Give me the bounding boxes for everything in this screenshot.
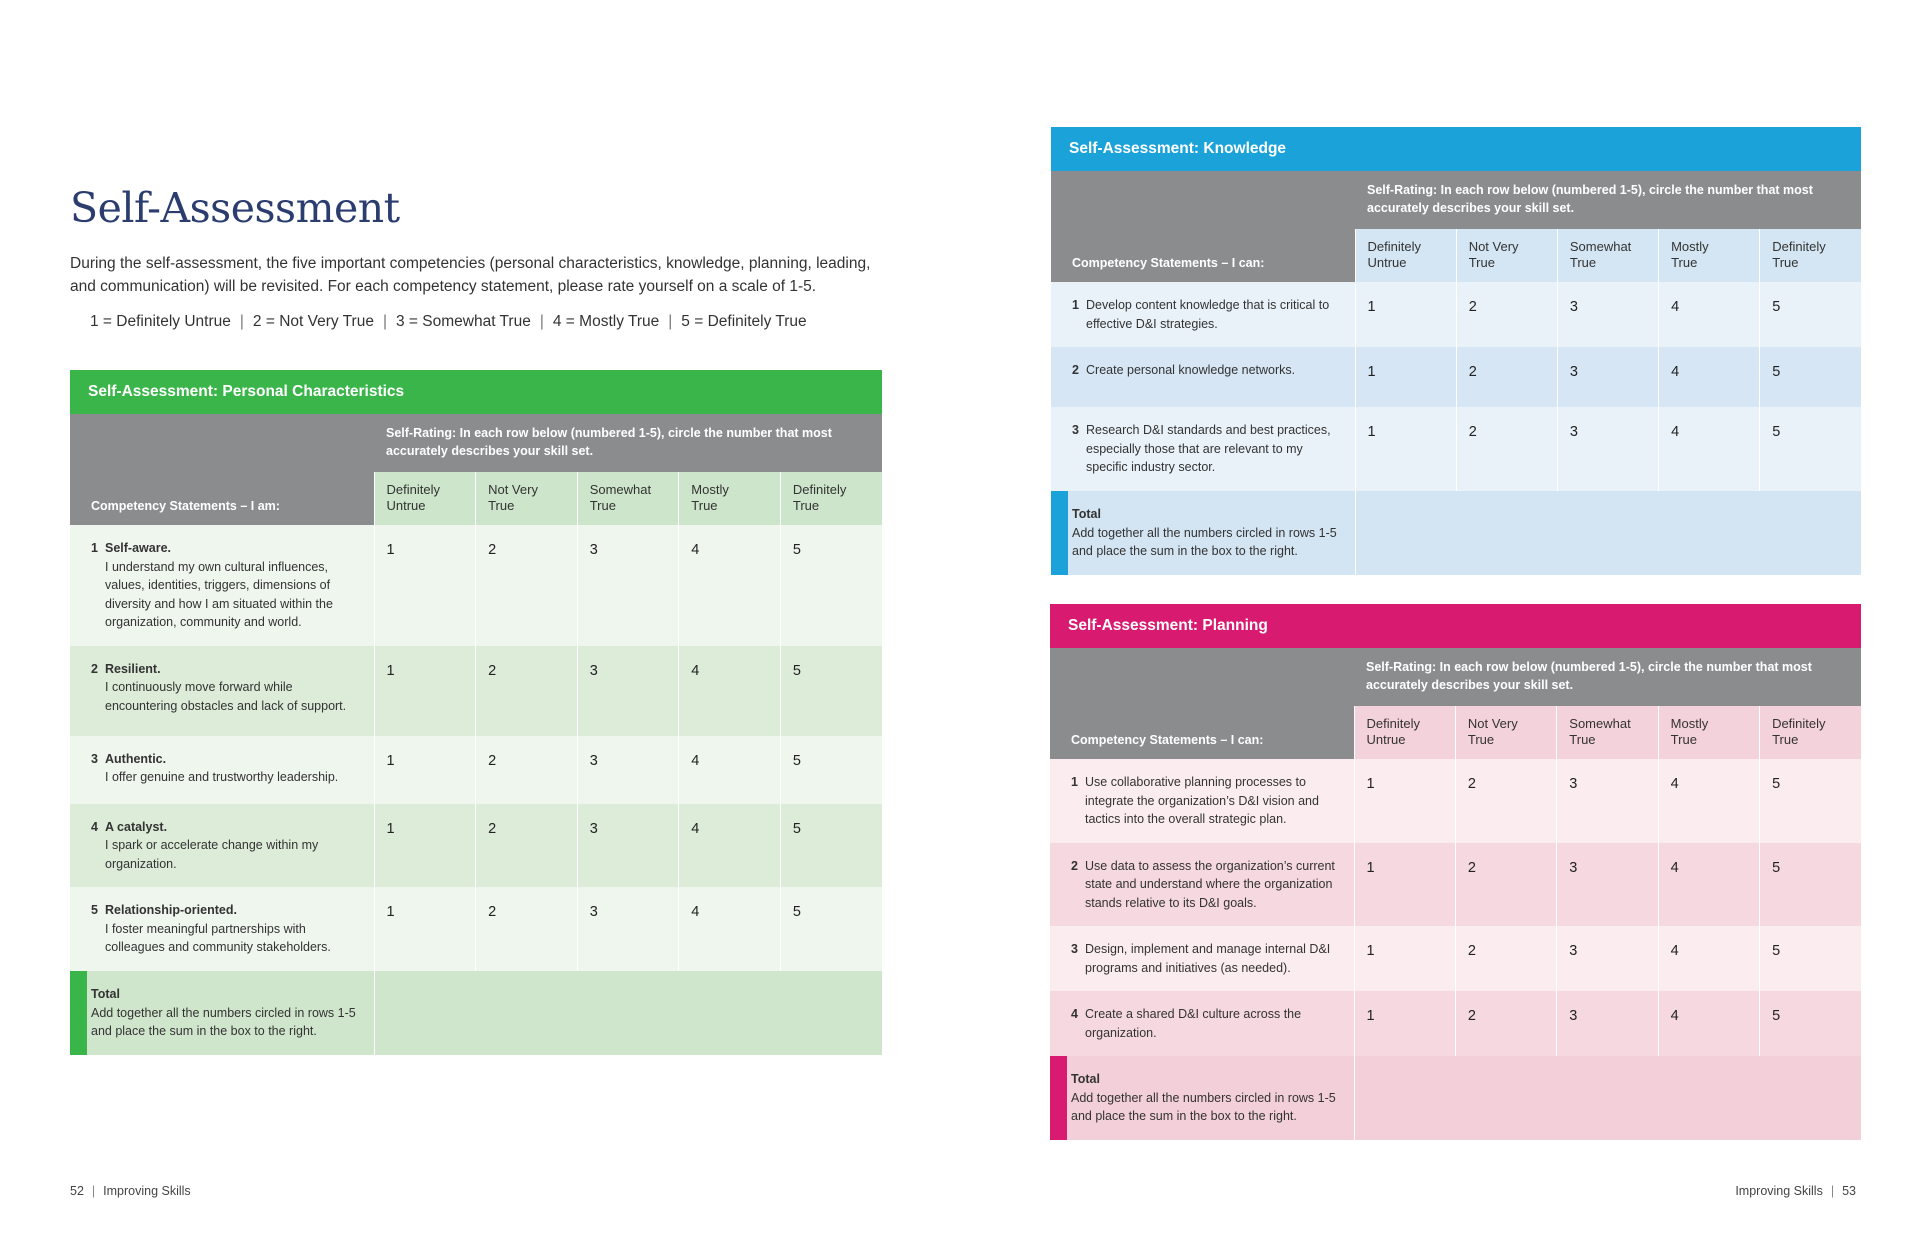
rating-label-line: True [1772, 732, 1799, 747]
statement-number: 3 [1071, 942, 1078, 956]
rating-label [476, 472, 578, 525]
statement-text: Create a shared D&I culture across the organization. [1085, 1007, 1302, 1040]
rating-label-line: True [1671, 255, 1698, 270]
rating-label-line: Definitely [1367, 239, 1421, 254]
rating-label [1658, 706, 1759, 759]
rating-option[interactable]: 3 [1557, 991, 1658, 1056]
rating-option[interactable]: 1 [1355, 407, 1456, 491]
rating-option[interactable]: 2 [1455, 926, 1556, 991]
statement-row [1051, 282, 1861, 347]
statement-row [1050, 991, 1861, 1056]
statement-text: Create personal knowledge networks. [1086, 363, 1296, 377]
personal-characteristics-table [70, 370, 882, 1055]
page-title: Self-Assessment [70, 184, 400, 232]
total-title: Total [91, 987, 120, 1001]
statement-number: 4 [91, 819, 98, 834]
competency-statement [1050, 926, 1354, 991]
rating-option[interactable]: 4 [1659, 407, 1760, 491]
rating-label-line: Mostly [691, 482, 729, 497]
header-row [1051, 171, 1861, 229]
rating-label [1355, 229, 1456, 282]
statement-number: 1 [91, 541, 98, 555]
self-rating-instructions: Self-Rating: In each row below (numbered 1-5), circle the number that most accurately describes your skill set. [1355, 171, 1861, 229]
rating-label-line: Definitely [1772, 716, 1826, 731]
rating-label-line: True [1670, 732, 1697, 747]
statement-text: Design, implement and manage internal D&I programs and initiatives (as needed). [1085, 942, 1331, 975]
statement-number: 2 [1072, 363, 1079, 377]
rating-label-line: True [792, 498, 820, 513]
rating-option[interactable]: 5 [780, 887, 882, 971]
statement-text: I spark or accelerate change within my organization. [105, 838, 319, 871]
rating-label-line: True [589, 498, 616, 513]
scale-divider: | [239, 313, 244, 330]
competency-statements-header: Competency Statements – I can: [1050, 648, 1354, 759]
rating-option[interactable]: 1 [1354, 991, 1455, 1056]
rating-label-line: Definitely [792, 482, 847, 497]
header-row [70, 414, 882, 472]
rating-label [1659, 229, 1760, 282]
statement-title: Relationship-oriented. [105, 903, 237, 917]
total-accent-bar [70, 971, 87, 1055]
assessment-grid [70, 414, 882, 1055]
scale-item: 1 = Definitely Untrue [90, 313, 231, 330]
rating-label-line: True [1468, 255, 1495, 270]
rating-option[interactable]: 5 [1760, 282, 1861, 347]
rating-option[interactable]: 1 [374, 887, 476, 971]
statement-title: Self-aware. [105, 541, 172, 555]
competency-statement [70, 736, 374, 804]
statement-row [70, 887, 882, 971]
competency-statement [1051, 282, 1355, 347]
statement-number: 4 [1071, 1007, 1078, 1021]
statement-text: Research D&I standards and best practices, especially those that are relevant to my specific industry sector. [1086, 423, 1331, 474]
rating-label-line: Mostly [1671, 239, 1709, 254]
rating-option[interactable]: 3 [1557, 282, 1658, 347]
rating-option[interactable]: 4 [1659, 282, 1760, 347]
statement-row [70, 736, 882, 804]
rating-option[interactable]: 1 [1354, 926, 1455, 991]
statement-row [1051, 407, 1861, 491]
statement-row [1050, 759, 1861, 843]
rating-option[interactable]: 2 [476, 887, 578, 971]
footer-right [1735, 1184, 1856, 1198]
rating-label [1557, 229, 1658, 282]
total-accent-bar [1051, 491, 1068, 575]
rating-option[interactable]: 2 [1455, 759, 1556, 843]
page-number: 53 [1842, 1184, 1856, 1198]
rating-option[interactable]: 4 [1658, 991, 1759, 1056]
scale-item: 3 = Somewhat True [396, 313, 531, 330]
statement-title: Authentic. [105, 751, 167, 766]
rating-label [577, 472, 679, 525]
competency-statement [1051, 407, 1355, 491]
rating-label-line: Not Very [1467, 716, 1518, 731]
scale-divider: | [382, 313, 387, 330]
statement-row [70, 646, 882, 736]
statement-number: 2 [1071, 858, 1078, 873]
rating-option[interactable]: 2 [476, 525, 578, 646]
rating-option[interactable]: 1 [374, 646, 476, 736]
rating-label [1760, 706, 1861, 759]
rating-option[interactable]: 5 [1760, 347, 1861, 407]
rating-label-line: True [1569, 732, 1596, 747]
rating-option[interactable]: 4 [679, 804, 781, 888]
rating-label [374, 472, 476, 525]
statement-text: I understand my own cultural influences, values, identities, triggers, dimensions of diversity and how I am situated within the organization, community and world. [105, 559, 333, 629]
total-row [70, 971, 882, 1055]
rating-label [1557, 706, 1658, 759]
statement-number: 1 [1072, 298, 1079, 312]
rating-label-line: Not Very [1468, 239, 1519, 254]
statement-text: Use collaborative planning processes to integrate the organization’s D&I vision and tactics into the overall strategic plan. [1085, 775, 1319, 826]
rating-option[interactable]: 2 [1456, 347, 1557, 407]
rating-option[interactable]: 4 [679, 525, 781, 646]
rating-option[interactable]: 3 [1557, 347, 1658, 407]
footer-divider: | [1830, 1184, 1835, 1198]
rating-option[interactable]: 3 [1557, 407, 1658, 491]
total-sum-box[interactable] [1355, 491, 1861, 575]
total-label-cell [1051, 491, 1355, 575]
rating-label-line: Untrue [1367, 255, 1407, 270]
rating-label-line: Untrue [1366, 732, 1406, 747]
rating-label-line: Mostly [1670, 716, 1709, 731]
rating-option[interactable]: 2 [1456, 407, 1557, 491]
rating-option[interactable]: 5 [780, 525, 882, 646]
total-instructions: Add together all the numbers circled in rows 1-5 and place the sum in the box to the right. [1071, 1090, 1336, 1123]
competency-statement [70, 646, 374, 736]
competency-statement [1051, 347, 1355, 407]
rating-option[interactable]: 5 [1760, 407, 1861, 491]
rating-option[interactable]: 3 [1557, 759, 1658, 843]
self-rating-instructions: Self-Rating: In each row below (numbered 1-5), circle the number that most accurately describes your skill set. [1354, 648, 1861, 706]
statement-number: 1 [1071, 775, 1078, 789]
statement-row [70, 804, 882, 888]
planning-table [1050, 604, 1861, 1140]
table-heading: Self-Assessment: Personal Characteristics [70, 370, 882, 414]
total-row [1050, 1056, 1861, 1140]
rating-option[interactable]: 5 [780, 804, 882, 888]
rating-option[interactable]: 3 [1557, 926, 1658, 991]
rating-scale-legend [90, 313, 807, 331]
rating-label [679, 472, 781, 525]
rating-option[interactable]: 3 [577, 887, 679, 971]
rating-option[interactable]: 4 [1658, 926, 1759, 991]
statement-title: A catalyst. [105, 819, 168, 834]
page-number: 52 [70, 1184, 84, 1198]
statement-text: I continuously move forward while encountering obstacles and lack of support. [105, 680, 347, 713]
header-row [1050, 648, 1861, 706]
rating-option[interactable]: 1 [374, 525, 476, 646]
statement-title: Resilient. [105, 661, 161, 676]
rating-option[interactable]: 3 [577, 736, 679, 804]
knowledge-table [1051, 127, 1861, 575]
competency-statement [1050, 991, 1354, 1056]
rating-option[interactable]: 2 [476, 804, 578, 888]
competency-statement [70, 887, 374, 971]
total-row [1051, 491, 1861, 575]
rating-option[interactable]: 2 [476, 646, 578, 736]
footer-divider: | [91, 1184, 96, 1198]
intro-paragraph: During the self-assessment, the five important competencies (personal characteristics, knowledge, planning, leading, and communication) will be revisited. For each competency statement, please rate yourself on a scale of 1-5. [70, 255, 871, 295]
rating-label-line: True [1772, 255, 1799, 270]
rating-option[interactable]: 5 [780, 646, 882, 736]
rating-option[interactable]: 3 [577, 646, 679, 736]
statement-number: 3 [91, 751, 98, 766]
rating-label [780, 472, 882, 525]
total-sum-box[interactable] [374, 971, 882, 1055]
rating-option[interactable]: 3 [577, 804, 679, 888]
competency-statement [1050, 759, 1354, 843]
rating-label-line: True [1467, 732, 1495, 747]
total-title: Total [1072, 507, 1101, 521]
footer-left [70, 1184, 191, 1198]
rating-label-line: Definitely [1772, 239, 1826, 254]
scale-item: 2 = Not Very True [252, 313, 374, 330]
rating-option[interactable]: 5 [1760, 759, 1861, 843]
rating-option[interactable]: 4 [1658, 843, 1759, 927]
table-heading: Self-Assessment: Knowledge [1051, 127, 1861, 171]
statement-number: 5 [91, 903, 98, 917]
rating-option[interactable]: 5 [780, 736, 882, 804]
statement-row [1051, 347, 1861, 407]
rating-option[interactable]: 3 [577, 525, 679, 646]
total-instructions: Add together all the numbers circled in rows 1-5 and place the sum in the box to the right. [91, 1005, 356, 1038]
scale-item: 4 = Mostly True [552, 313, 660, 330]
total-label-cell [70, 971, 374, 1055]
rating-option[interactable]: 5 [1760, 926, 1861, 991]
rating-option[interactable]: 2 [1456, 282, 1557, 347]
total-instructions: Add together all the numbers circled in rows 1-5 and place the sum in the box to the right. [1072, 525, 1337, 558]
total-title: Total [1071, 1072, 1100, 1086]
scale-divider: | [539, 313, 544, 330]
statement-text: Use data to assess the organization’s current state and understand where the organization stands relative to its D&I goals. [1085, 858, 1335, 910]
total-label-cell [1050, 1056, 1354, 1140]
statement-number: 2 [91, 661, 98, 676]
statement-number: 3 [1072, 423, 1079, 437]
rating-label-line: Not Very [488, 482, 538, 497]
competency-statements-header: Competency Statements – I can: [1051, 171, 1355, 282]
rating-label [1354, 706, 1455, 759]
total-sum-box[interactable] [1354, 1056, 1861, 1140]
footer-section-label: Improving Skills [1735, 1184, 1823, 1198]
rating-label-line: Untrue [386, 498, 426, 513]
rating-label-line: Somewhat [589, 482, 652, 497]
rating-option[interactable]: 4 [1658, 759, 1759, 843]
footer-section-label: Improving Skills [103, 1184, 191, 1198]
statement-row [70, 525, 882, 646]
rating-label [1760, 229, 1861, 282]
rating-label [1455, 706, 1556, 759]
competency-statement [70, 804, 374, 888]
rating-option[interactable]: 1 [1354, 843, 1455, 927]
rating-option[interactable]: 4 [679, 646, 781, 736]
rating-label-line: Definitely [386, 482, 440, 497]
rating-option[interactable]: 2 [1455, 843, 1556, 927]
scale-item: 5 = Definitely True [681, 313, 807, 330]
total-accent-bar [1050, 1056, 1067, 1140]
competency-statements-header: Competency Statements – I am: [70, 414, 374, 525]
rating-label-line: Somewhat [1569, 716, 1631, 731]
statement-text: Develop content knowledge that is critical to effective D&I strategies. [1086, 298, 1330, 331]
rating-label-line: True [488, 498, 515, 513]
assessment-grid [1050, 648, 1861, 1140]
competency-statement [1050, 843, 1354, 927]
scale-divider: | [668, 313, 673, 330]
rating-option[interactable]: 4 [679, 736, 781, 804]
rating-label-line: True [691, 498, 718, 513]
rating-option[interactable]: 3 [1557, 843, 1658, 927]
competency-statement [70, 525, 374, 646]
rating-option[interactable]: 4 [679, 887, 781, 971]
rating-label-line: Somewhat [1569, 239, 1632, 254]
table-heading: Self-Assessment: Planning [1050, 604, 1861, 648]
rating-option[interactable]: 1 [1355, 282, 1456, 347]
rating-option[interactable]: 1 [1355, 347, 1456, 407]
rating-option[interactable]: 4 [1659, 347, 1760, 407]
rating-option[interactable]: 2 [1455, 991, 1556, 1056]
rating-option[interactable]: 5 [1760, 991, 1861, 1056]
rating-option[interactable]: 1 [374, 736, 476, 804]
self-rating-instructions: Self-Rating: In each row below (numbered 1-5), circle the number that most accurately describes your skill set. [374, 414, 882, 472]
statement-row [1050, 843, 1861, 927]
rating-option[interactable]: 2 [476, 736, 578, 804]
statement-text: I foster meaningful partnerships with colleagues and community stakeholders. [105, 921, 331, 954]
rating-option[interactable]: 1 [374, 804, 476, 888]
rating-label [1456, 229, 1557, 282]
rating-label-line: Definitely [1366, 716, 1420, 731]
statement-text: I offer genuine and trustworthy leadership. [105, 770, 339, 784]
assessment-grid [1051, 171, 1861, 575]
statement-row [1050, 926, 1861, 991]
rating-option[interactable]: 1 [1354, 759, 1455, 843]
rating-label-line: True [1569, 255, 1597, 270]
rating-option[interactable]: 5 [1760, 843, 1861, 927]
